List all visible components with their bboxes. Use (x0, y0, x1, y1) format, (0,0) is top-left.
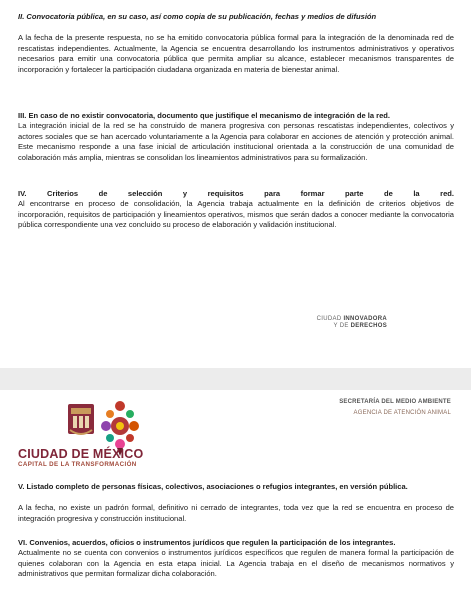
brand-line1-b: INNOVADORA (343, 316, 387, 322)
agency-header (339, 397, 451, 419)
section-2-heading: II. Convocatoria pública, en su caso, así como copia de su publicación, fechas y medios de difusión (18, 12, 377, 21)
section-3-body (18, 121, 454, 163)
brand-line1-a: CIUDAD (316, 316, 344, 322)
secretaria-label: SECRETARÍA DEL MEDIO AMBIENTE (339, 399, 451, 405)
agencia-label: AGENCIA DE ATENCIÓN ANIMAL (353, 410, 451, 416)
section-4-body (18, 199, 454, 231)
page-separator (0, 368, 471, 390)
section-2-body (18, 33, 454, 75)
section-2-paragraph: A la fecha de la presente respuesta, no se ha emitido convocatoria pública formal para la integración de la denominada red de rescatistas independientes. Actualmente, la Agencia se encuentra desarrollando los instrumentos administrativos y operativos necesarios para emitir una convocatoria pública que permita ampliar su alcance, establecer mecanismos transparentes de incorporación y fortalecer la participación ciudadana organizada en materia de bienestar animal. (18, 33, 454, 74)
section-2 (18, 12, 454, 23)
brand-line2-b: DERECHOS (350, 323, 387, 329)
section-4-paragraph: Al encontrarse en proceso de consolidación, la Agencia trabaja actualmente en la definición de criterios objetivos de incorporación, requisitos de participación y lineamientos operativos, mismos que serán dados a conocer mediante la convocatoria pública correspondiente una vez concluido su proceso de elaboración y validación institucional. (18, 199, 454, 229)
cdmx-title: CIUDAD DE MÉXICO (18, 447, 144, 461)
section-6-heading: VI. Convenios, acuerdos, oficios o instrumentos jurídicos que regulen la participación de los integrantes. (18, 538, 396, 547)
brand-line2-a: Y DE (333, 323, 351, 329)
section-6-body (18, 548, 454, 580)
section-6-paragraph: Actualmente no se cuenta con convenios o instrumentos jurídicos específicos que regulen de manera formal la participación de quienes colaboran con la Agencia en esta etapa inicial. La Agencia trabaja en el diseño de mecanismos normativos y administrativos que permitan formalizar dicha colaboración. (18, 548, 454, 578)
section-3-heading: III. En caso de no existir convocatoria, documento que justifique el mecanismo de integración de la red. (18, 111, 390, 120)
section-4-heading: IV. Criterios de selección y requisitos para formar parte de la red. (18, 189, 454, 198)
section-5-body (18, 503, 454, 524)
cdmx-subtitle: CAPITAL DE LA TRANSFORMACIÓN (18, 461, 137, 468)
section-3 (18, 111, 454, 122)
section-5-paragraph: A la fecha, no existe un padrón formal, definitivo ni cerrado de integrantes, toda vez que la red se encuentra en proceso de integración progresiva y construcción institucional. (18, 503, 454, 523)
section-3-paragraph: La integración inicial de la red se ha construido de manera progresiva con personas rescatistas independientes, colectivos y actores sociales que se han acercado voluntariamente a la Agencia para colaborar en acciones de atención y protección animal. Este mecanismo responde a una fase inicial de articulación institucional orientada a la construcción de una comunidad de colaboración más amplia, mientras se consolidan los lineamientos administrativos para su formalización. (18, 121, 454, 162)
ciudad-innovadora-brand (317, 316, 387, 330)
document-page-2 (0, 390, 471, 590)
section-5-heading: V. Listado completo de personas físicas, colectivos, asociaciones o refugios integrantes, en versión pública. (18, 482, 408, 491)
